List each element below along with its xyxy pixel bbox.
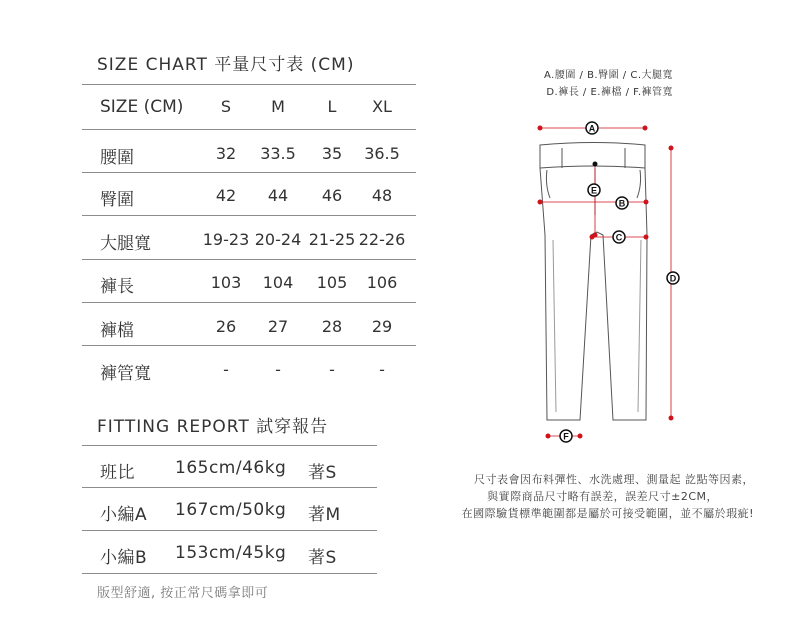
fitting-wears: 著S (308, 548, 337, 568)
marker-a (586, 122, 598, 134)
size-row-label: 臀圍 (100, 190, 134, 210)
size-header-xl: XL (372, 97, 392, 116)
size-cell: - (275, 360, 281, 379)
marker-f-label: F (563, 431, 569, 442)
size-row-label: 腰圍 (100, 148, 134, 168)
size-cell: 22-26 (358, 230, 406, 249)
size-cell: 103 (210, 273, 242, 292)
size-row-label: 褲檔 (100, 321, 134, 341)
measure-dot (538, 200, 543, 205)
pants-diagram (520, 110, 690, 450)
size-cell: 35 (321, 144, 343, 163)
size-header-m: M (271, 97, 285, 116)
size-note-line-2: 與實際商品尺寸略有誤差，誤差尺寸±2CM， (487, 490, 718, 503)
measure-dot (669, 146, 674, 151)
fitting-wears: 著M (308, 505, 341, 525)
marker-c-label: C (615, 232, 623, 243)
size-cell: 26 (215, 317, 237, 336)
fitting-name: 小編B (100, 548, 148, 568)
size-cell: 42 (215, 186, 237, 205)
measure-dot (538, 126, 543, 131)
measure-dot (546, 434, 551, 439)
size-cell: 44 (267, 186, 289, 205)
divider (82, 172, 416, 173)
size-header-label: SIZE (CM) (100, 97, 184, 117)
fitting-footnote: 版型舒適, 按正常尺碼拿即可 (97, 586, 269, 601)
marker-e (588, 184, 600, 196)
fitting-body: 167cm/50kg (175, 500, 287, 520)
measure-dot (578, 434, 583, 439)
size-cell: - (379, 360, 385, 379)
measure-dot (644, 235, 649, 240)
size-note-line-1: 尺寸表會因布料彈性、水洗處理、測量起 訖點等因素， (474, 473, 754, 486)
size-cell: 27 (267, 317, 289, 336)
divider (82, 345, 416, 346)
divider (82, 487, 377, 488)
marker-b (616, 197, 628, 209)
size-cell: 48 (371, 186, 393, 205)
size-note-line-3: 在國際驗貨標準範圍都是屬於可接受範圍，並不屬於瑕疵! (461, 507, 754, 520)
marker-f (560, 430, 572, 442)
marker-c (613, 231, 625, 243)
measurement-legend-line-1: A.腰圍 / B.臀圍 / C.大腿寬 (544, 70, 673, 81)
size-cell: 32 (215, 144, 237, 163)
size-row-label: 褲長 (100, 277, 134, 297)
measure-dot (590, 235, 595, 240)
marker-b-label: B (618, 198, 626, 209)
divider (82, 445, 377, 446)
size-cell: 104 (262, 273, 294, 292)
size-cell: 105 (316, 273, 348, 292)
size-cell: 29 (371, 317, 393, 336)
size-header-s: S (220, 97, 232, 116)
size-cell: 33.5 (260, 144, 296, 163)
fitting-name: 班比 (100, 463, 135, 483)
divider (82, 215, 416, 216)
size-cell: - (329, 360, 335, 379)
marker-e-label: E (590, 185, 598, 196)
fitting-report-title: FITTING REPORT 試穿報告 (97, 417, 329, 437)
size-cell: 21-25 (308, 230, 356, 249)
measure-dot (593, 162, 598, 167)
size-cell: 28 (321, 317, 343, 336)
divider (82, 302, 416, 303)
size-cell: 19-23 (202, 230, 250, 249)
fitting-name: 小編A (100, 505, 148, 525)
divider (82, 259, 416, 260)
fitting-body: 153cm/45kg (175, 543, 287, 563)
measurement-legend-line-2: D.褲長 / E.褲檔 / F.褲管寬 (546, 87, 673, 98)
size-row-label: 褲管寬 (100, 364, 151, 384)
fitting-body: 165cm/46kg (175, 458, 287, 478)
size-cell: 20-24 (254, 230, 302, 249)
measure-dot (669, 416, 674, 421)
marker-a-label: A (588, 123, 596, 134)
size-cell: - (223, 360, 229, 379)
size-cell: 36.5 (364, 144, 400, 163)
fitting-wears: 著S (308, 463, 337, 483)
size-cell: 46 (321, 186, 343, 205)
marker-d (667, 272, 679, 284)
measure-dot (644, 200, 649, 205)
size-chart-title: SIZE CHART 平量尺寸表 (CM) (97, 55, 355, 75)
size-cell: 106 (366, 273, 398, 292)
marker-d-label: D (669, 273, 677, 284)
divider (82, 530, 377, 531)
divider (82, 84, 416, 85)
divider (82, 129, 416, 130)
divider (82, 573, 377, 574)
size-header-l: L (327, 97, 337, 116)
measure-dot (643, 126, 648, 131)
size-row-label: 大腿寬 (100, 234, 151, 254)
